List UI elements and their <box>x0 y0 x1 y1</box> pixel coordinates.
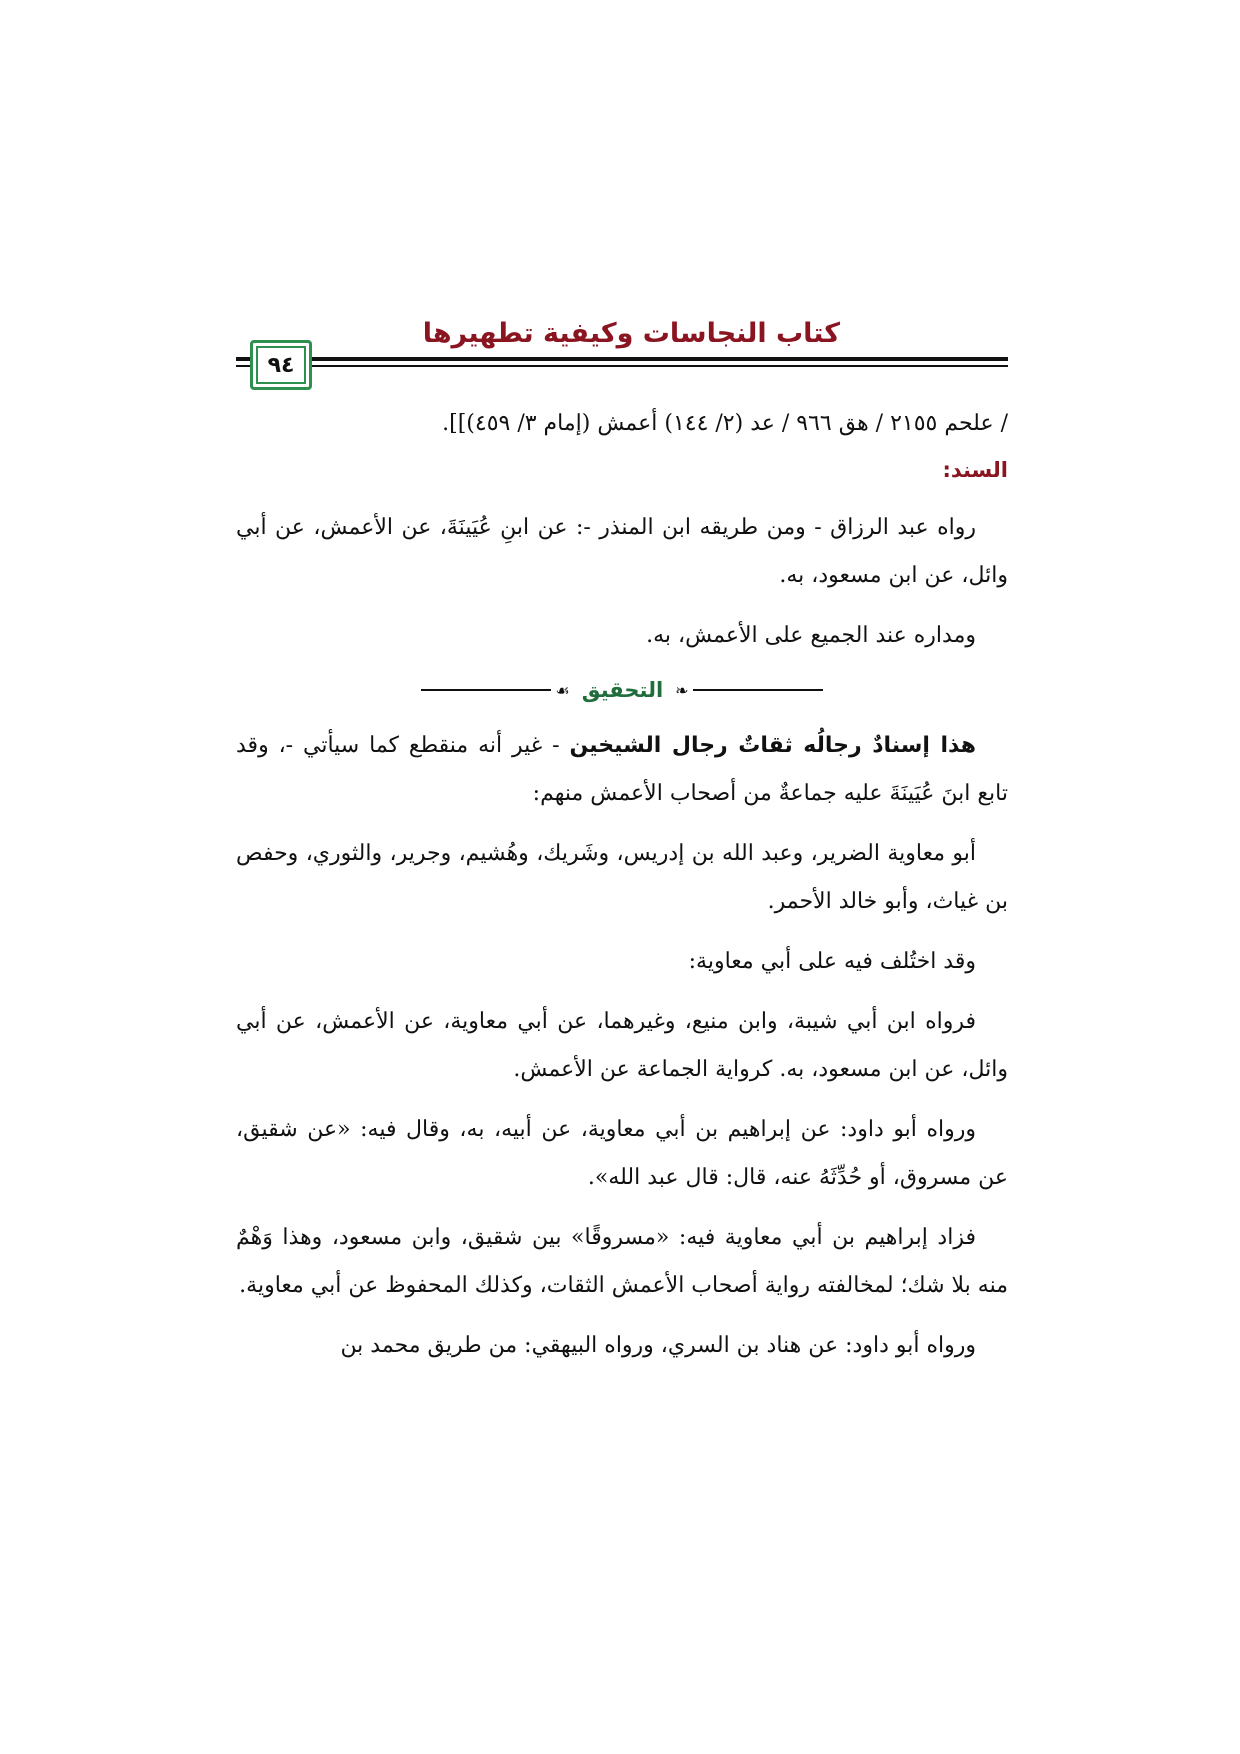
paragraph-3 <box>236 722 1008 818</box>
book-title: كتاب النجاسات وكيفية تطهيرها <box>422 318 840 349</box>
page-body <box>236 400 1008 1370</box>
ornament-curl-icon: ☙ <box>555 680 570 700</box>
tahqiq-divider <box>236 664 1008 716</box>
paragraph-2: ومداره عند الجميع على الأعمش، به. <box>646 623 976 648</box>
paragraph-6: فرواه ابن أبي شيبة، وابن منيع، وغيرهما، عن أبي معاوية، عن الأعمش، عن أبي وائل، عن ابن مسعود، به. كرواية الجماعة عن الأعمش. <box>236 1009 1008 1082</box>
page-number-frame <box>250 340 312 390</box>
paragraph-8: فزاد إبراهيم بن أبي معاوية فيه: «مسروقًا» بين شقيق، وابن مسعود، وهذا وَهْمٌ منه بلا شك؛ لمخالفته رواية أصحاب الأعمش الثقات، وكذلك المحفوظ عن أبي معاوية. <box>236 1225 1008 1298</box>
paragraph-1: رواه عبد الرزاق - ومن طريقه ابن المنذر -: عن ابنِ عُيَينَةَ، عن الأعمش، عن أبي وائل، عن ابن مسعود، به. <box>236 515 1008 588</box>
header-rule-thin <box>236 365 1008 367</box>
paragraph-9: ورواه أبو داود: عن هناد بن السري، ورواه البيهقي: من طريق محمد بن <box>340 1333 976 1358</box>
header-rule-thick <box>236 357 1008 361</box>
divider-line-right <box>421 689 551 691</box>
page-header <box>236 318 1008 388</box>
ornament-curl-icon: ❧ <box>675 680 689 700</box>
paragraph-4: أبو معاوية الضرير، وعبد الله بن إدريس، وشَريك، وهُشيم، وجرير، والثوري، وحفص بن غياث، وأبو خالد الأحمر. <box>236 841 1008 914</box>
references-line: / علحم ٢١٥٥ / هق ٩٦٦ / عد (٢/ ١٤٤) أعمش (إمام ٣/ ٤٥٩)]]. <box>442 411 1008 436</box>
sanad-heading: السند: <box>942 458 1008 482</box>
divider-line-left <box>693 689 823 691</box>
paragraph-3-bold: هذا إسنادٌ رجالُه ثقاتٌ رجال الشيخين <box>569 733 976 758</box>
paragraph-5: وقد اختُلف فيه على أبي معاوية: <box>688 949 976 974</box>
paragraph-7: ورواه أبو داود: عن إبراهيم بن أبي معاوية، عن أبيه، به، وقال فيه: «عن شقيق، عن مسروق، أو حُدِّثَهُ عنه، قال: قال عبد الله». <box>236 1117 1008 1190</box>
page-number: ٩٤ <box>267 352 295 378</box>
paragraph-3-rest: - غير أنه منقطع كما سيأتي -، وقد تابع ابنَ عُيَينَةَ عليه جماعةٌ من أصحاب الأعمش منهم: <box>236 733 1008 806</box>
tahqiq-heading: التحقيق <box>581 678 664 702</box>
